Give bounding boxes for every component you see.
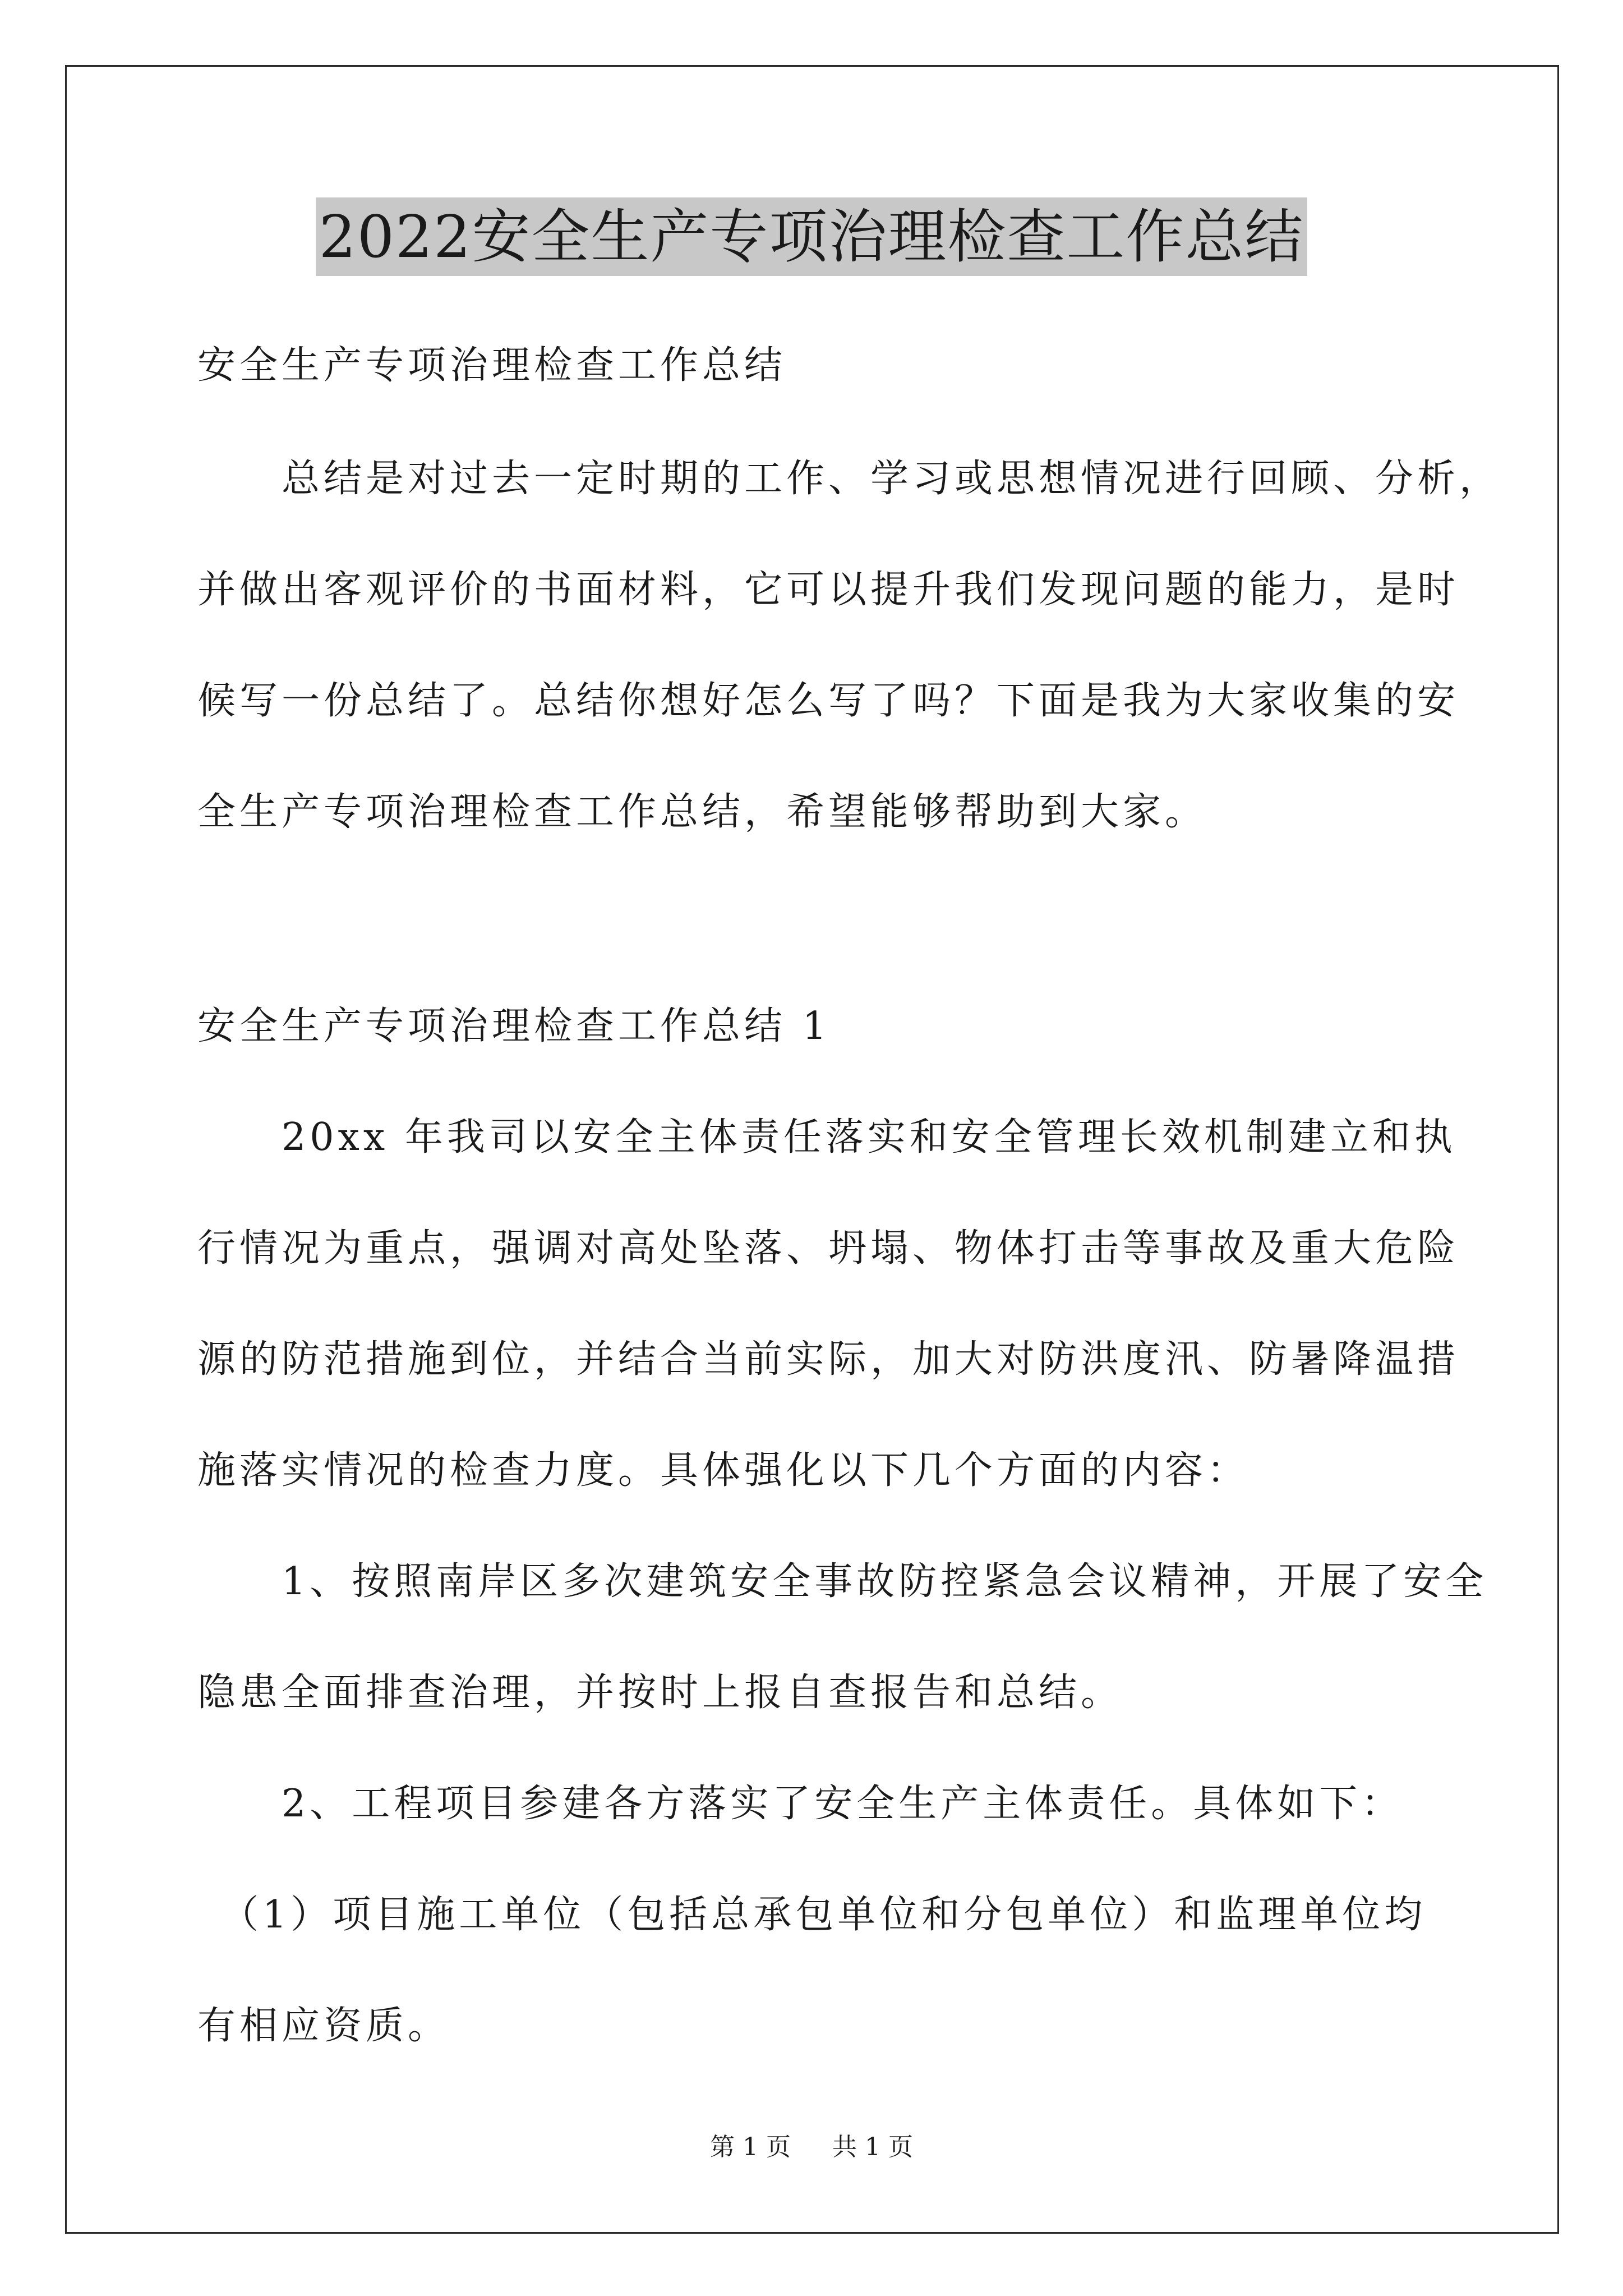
body-line: 施落实情况的检查力度。具体强化以下几个方面的内容： <box>197 1448 1249 1493</box>
body-line: 全生产专项治理检查工作总结，希望能够帮助到大家。 <box>197 790 1207 834</box>
document-title <box>0 197 1623 276</box>
body-line: 源的防范措施到位，并结合当前实际，加大对防洪度汛、防暑降温措 <box>197 1337 1460 1382</box>
body-line-subtitle: 安全生产专项治理检查工作总结 <box>197 343 787 388</box>
body-line: （1）项目施工单位（包括总承包单位和分包单位）和监理单位均 <box>197 1893 1427 1937</box>
body-line: 候写一份总结了。总结你想好怎么写了吗？下面是我为大家收集的安 <box>197 679 1460 723</box>
body-line: 2、工程项目参建各方落实了安全生产主体责任。具体如下： <box>197 1782 1404 1826</box>
body-line: 行情况为重点，强调对高处坠落、坍塌、物体打击等事故及重大危险 <box>197 1226 1460 1271</box>
body-line: 隐患全面排查治理，并按时上报自查报告和总结。 <box>197 1671 1123 1715</box>
body-line: 并做出客观评价的书面材料，它可以提升我们发现问题的能力，是时 <box>197 568 1460 612</box>
page-number: 第 1 页 <box>710 2133 791 2161</box>
body-line: 总结是对过去一定时期的工作、学习或思想情况进行回顾、分析， <box>197 457 1502 501</box>
section-heading: 安全生产专项治理检查工作总结 1 <box>197 1004 831 1048</box>
body-line: 1、按照南岸区多次建筑安全事故防控紧急会议精神，开展了安全 <box>197 1559 1488 1604</box>
body-line: 有相应资质。 <box>197 2004 450 2048</box>
body-line: 20xx 年我司以安全主体责任落实和安全管理长效机制建立和执 <box>197 1115 1456 1159</box>
page-total: 共 1 页 <box>832 2133 913 2161</box>
document-title-text: 2022安全生产专项治理检查工作总结 <box>316 197 1308 276</box>
page-footer <box>0 2131 1623 2164</box>
